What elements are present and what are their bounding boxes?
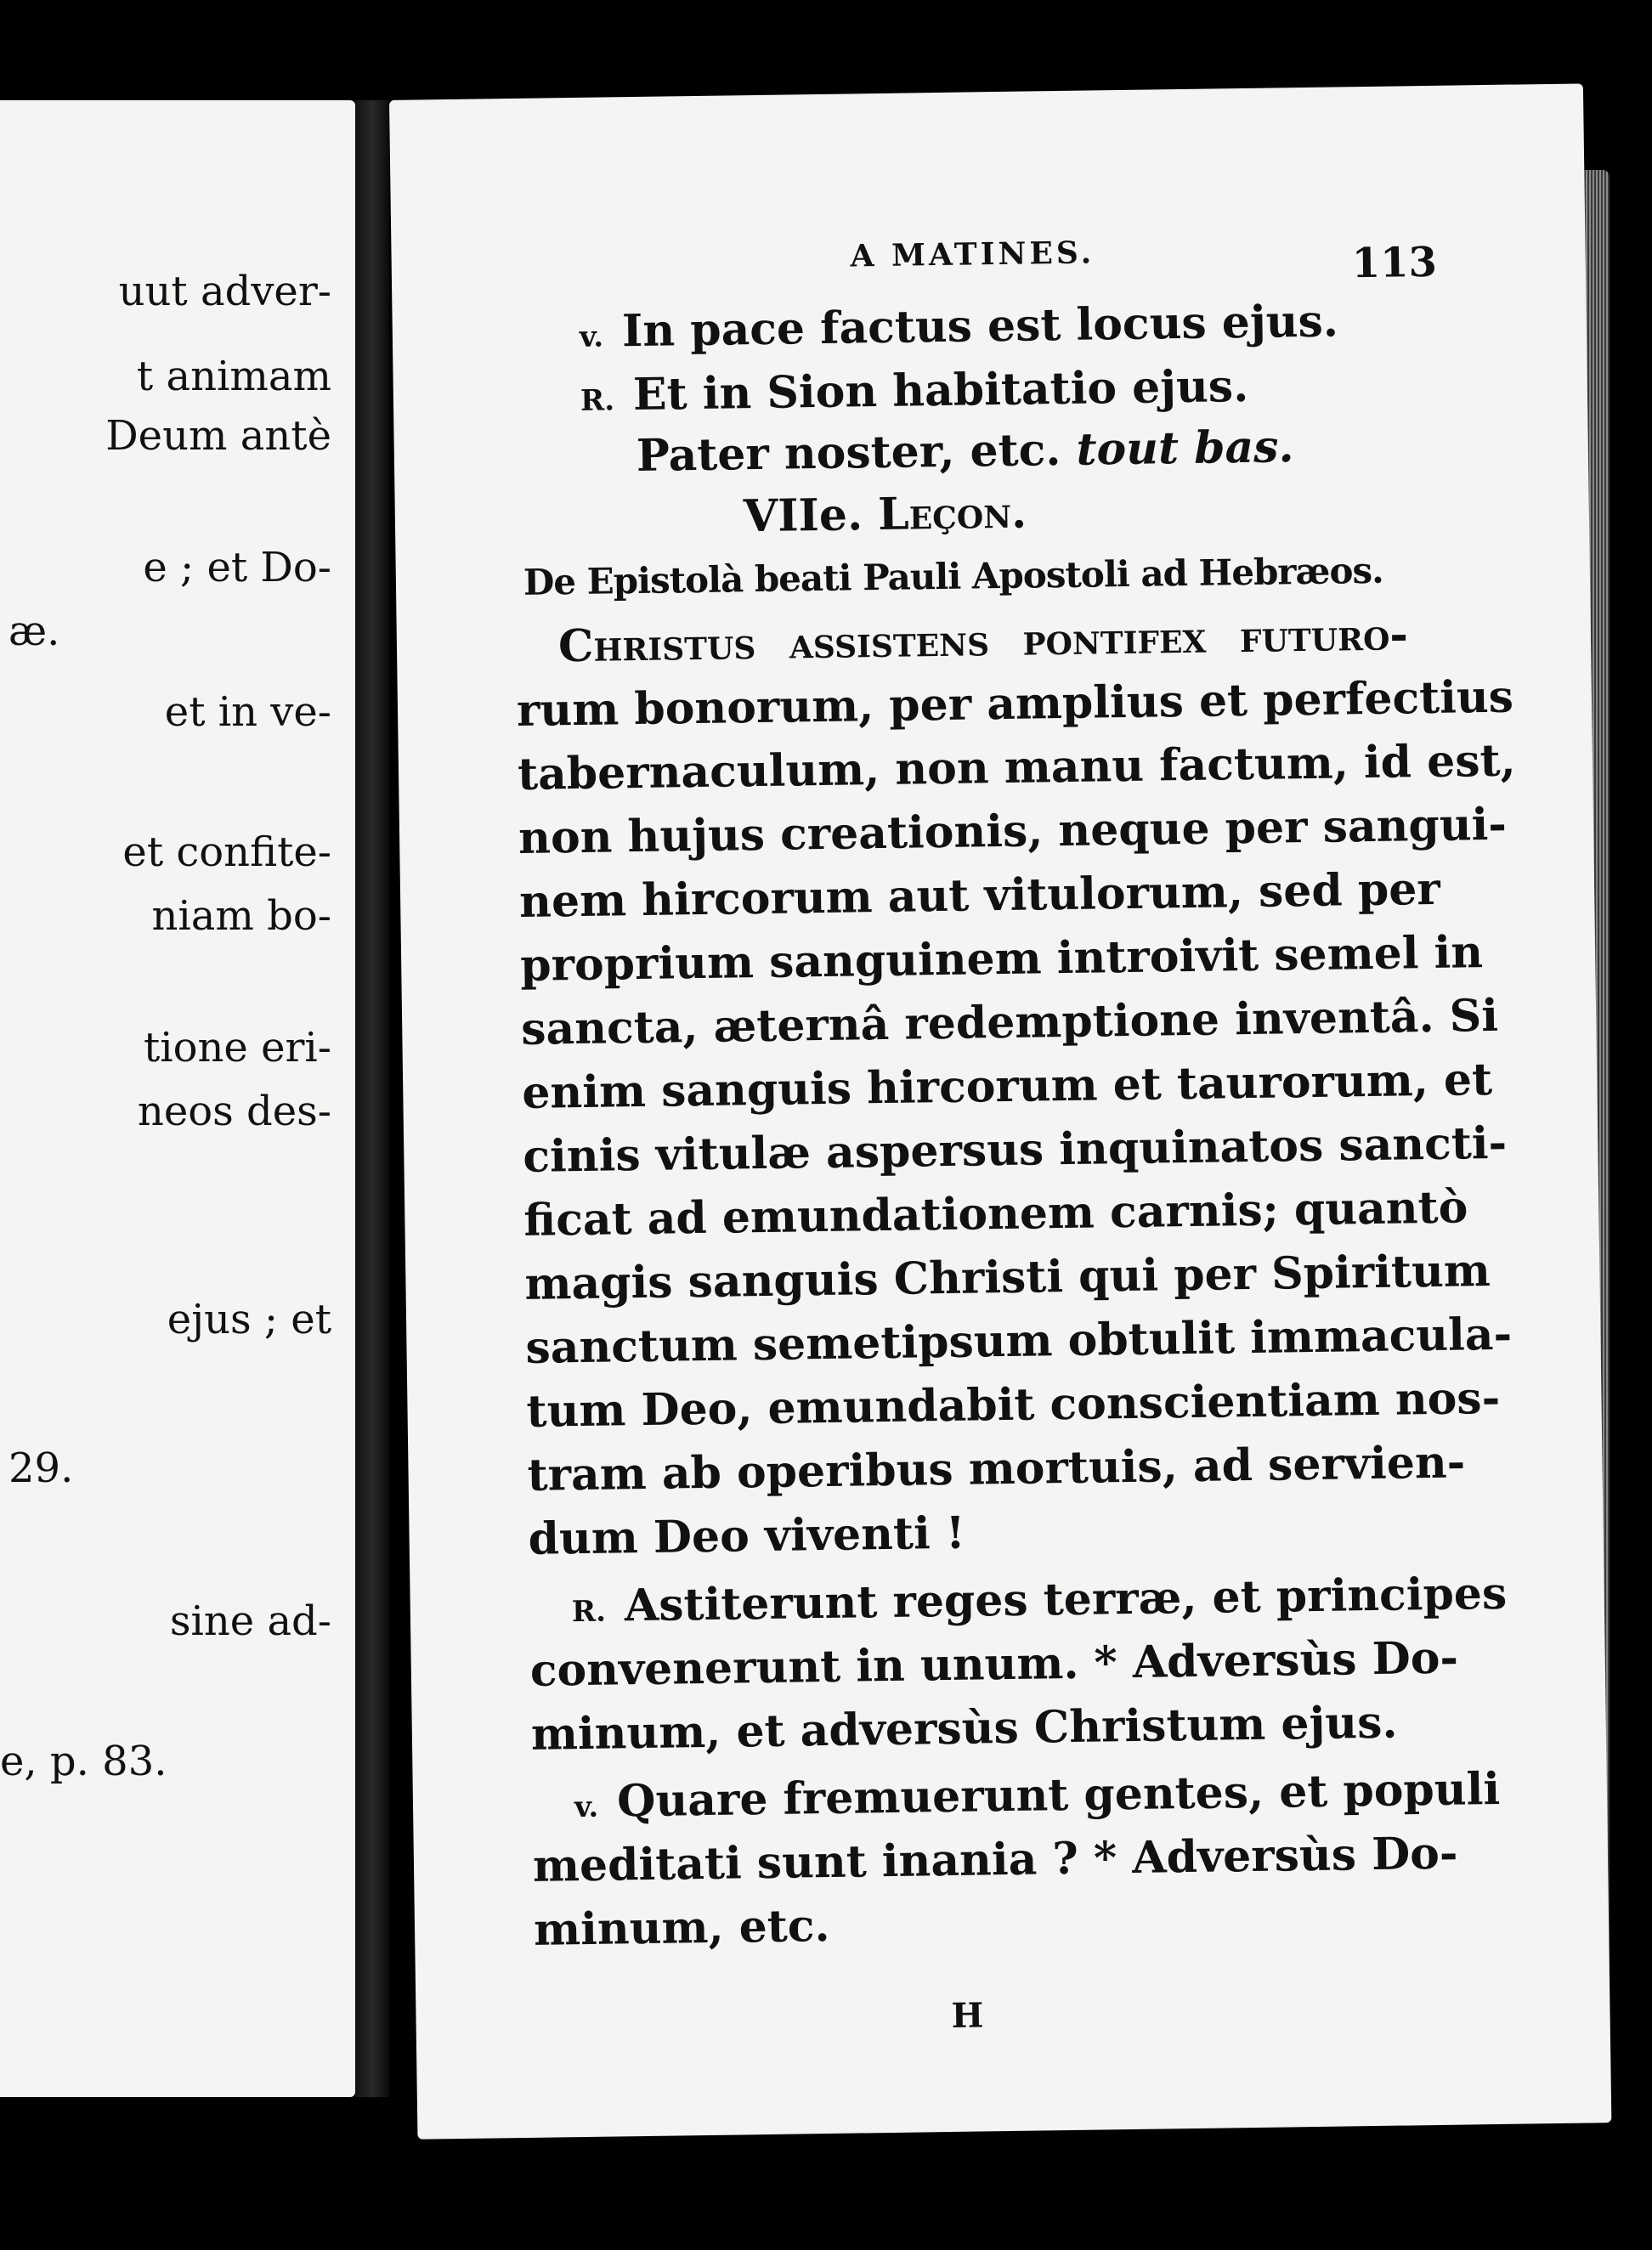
reading-line: tabernaculum, non manu factum, id est, [517, 734, 1517, 800]
signature-mark: H [951, 1995, 984, 2036]
lesson-word: Leçon. [877, 486, 1027, 541]
responsory-line: R. Astiterunt reges terræ, et principes [571, 1567, 1508, 1632]
versicle-line: minum, etc. [533, 1899, 830, 1956]
left-line: et in ve- [164, 688, 331, 736]
left-line: sine ad- [169, 1597, 331, 1645]
left-line: tione eri- [143, 1024, 331, 1071]
reading-line: enim sanguis hircorum et taurorum, et [521, 1053, 1493, 1119]
right-page [389, 83, 1611, 2139]
pater-noster: Pater noster, etc. [636, 424, 1061, 482]
reading-line: ficat ad emundationem carnis; quantò [523, 1181, 1468, 1247]
reading-line: Christus assistens pontifex futuro- [557, 608, 1409, 673]
book-gutter [355, 100, 389, 2097]
response-text: Et in Sion habitatio ejus. [632, 359, 1249, 421]
left-line: uut adver- [118, 268, 331, 315]
left-line: et confite- [122, 828, 331, 876]
reading-line: tum Deo, emundabit conscientiam nos- [526, 1371, 1501, 1438]
versicle-line: v. Quare fremuerunt gentes, et populi [574, 1762, 1501, 1828]
versicle-line: meditati sunt inania ? * Adversùs Do- [532, 1827, 1458, 1892]
running-header: A MATINES. [850, 235, 1095, 274]
lesson-source: De Epistolà beati Pauli Apostoli ad Hebræos. [523, 549, 1384, 603]
lesson-number: VIIe. [743, 489, 863, 543]
left-line: æ. [8, 608, 60, 655]
reading-line: non hujus creationis, neque per sangui- [518, 798, 1508, 864]
response-line [580, 360, 1248, 421]
versicle-text: In pace factus est locus ejus. [621, 295, 1339, 358]
reading-line: dum Deo viventi ! [528, 1507, 966, 1565]
versicle-mark: v. [579, 319, 604, 354]
pater-noster-note: tout bas. [1076, 421, 1294, 476]
lesson-heading [743, 487, 1027, 543]
reading-line: tram ab operibus mortuis, ad servien- [527, 1436, 1466, 1501]
versicle-mark: v. [574, 1789, 599, 1825]
reading-line: proprium sanguinem introivit semel in [519, 926, 1484, 992]
left-page-text [0, 0, 340, 2250]
pater-noster-line [636, 421, 1294, 482]
responsory-mark: R. [580, 383, 615, 418]
left-line: t animam [136, 353, 331, 400]
reading-line: nem hircorum aut vitulorum, sed per [518, 862, 1441, 928]
reading-line: magis sanguis Christi qui per Spiritum [524, 1245, 1491, 1310]
left-line: Deum antè [105, 412, 331, 460]
reading-line: cinis vitulæ aspersus inquinatos sancti- [522, 1117, 1508, 1183]
left-line: e, p. 83. [0, 1738, 167, 1785]
reading-line: sanctum semetipsum obtulit immacula- [525, 1308, 1513, 1374]
left-line: e ; et Do- [143, 544, 331, 591]
left-line: 29. [8, 1444, 74, 1492]
responsory-mark: R. [571, 1594, 607, 1630]
reading-line: sancta, æternâ redemptione inventâ. Si [520, 989, 1499, 1055]
responsory-line: minum, et adversùs Christum ejus. [530, 1696, 1398, 1761]
versicle-line [579, 295, 1338, 357]
left-line: ejus ; et [167, 1296, 331, 1343]
page-number: 113 [1351, 238, 1438, 288]
left-line: niam bo- [151, 892, 331, 940]
responsory-line: convenerunt in unum. * Adversùs Do- [529, 1631, 1459, 1697]
left-line: neos des- [137, 1088, 331, 1135]
reading-line: rum bonorum, per amplius et perfectius [516, 670, 1514, 737]
